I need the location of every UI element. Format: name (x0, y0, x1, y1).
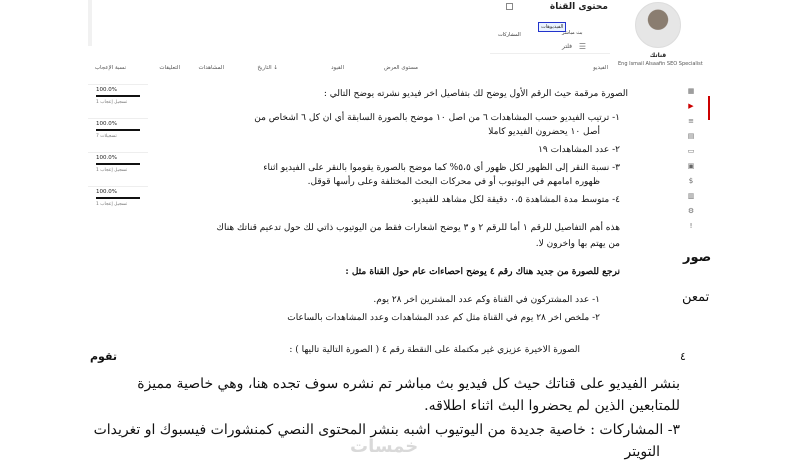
playlists-icon[interactable]: ≡ (688, 117, 694, 125)
tab-live[interactable]: بث مباشر (562, 30, 583, 36)
col-comments[interactable]: التعليقات (159, 65, 180, 71)
like-count: 1 تسجيل إعجاب (96, 100, 128, 105)
list-item: ٣- المشاركات : خاصية جديدة من اليوتيوب اشبه بنشر المحتوى النصي كمنشورات فيسبوك او تغريدات (93, 422, 680, 438)
like-bar (96, 197, 140, 199)
list-item: ٤- متوسط مدة المشاهدة ٠،٥ دقيقة لكل مشاهد للفيديو. (410, 195, 620, 205)
list-item: ١- عدد المشتركون في القناة وكم عدد المشترين اخر ٢٨ يوم. (373, 295, 600, 305)
select-all-checkbox[interactable] (506, 3, 513, 10)
dashboard-icon[interactable]: ▦ (687, 87, 695, 95)
settings-icon[interactable]: ⚙ (687, 207, 695, 215)
like-bar (96, 129, 140, 131)
cropped-text: تمعن (682, 290, 710, 305)
divider (88, 0, 92, 46)
subtitles-icon[interactable]: ▣ (687, 162, 695, 170)
list-item: التويتر (624, 444, 660, 460)
paragraph: بنشر الفيديو على قناتك حيث كل فيديو بث مباشر تم نشره سوف تجده هنا، وهي خاصية مميزة (137, 376, 680, 392)
col-video[interactable]: الفيديو (593, 65, 608, 71)
list-item: ظهوره امامهم في اليوتيوب أو في محركات البحث المختلفة وعلى رأسها قوقل. (307, 177, 600, 187)
like-ratio: 100.0% (96, 155, 117, 161)
cropped-text: تقوم (90, 350, 118, 363)
like-count: 1 تسجيل إعجاب (96, 202, 128, 207)
like-ratio: 100.0% (96, 121, 117, 127)
customization-icon[interactable]: ▥ (687, 192, 695, 200)
studio-sidebar (680, 84, 702, 234)
list-item: ٣- نسبة النقر إلى الظهور لكل ظهور أي ٥،٥% كما موضح بالصورة يقوموا بالنقر على الفيديو اثناء (263, 163, 620, 173)
paragraph: الصورة الاخيرة عزيزي غير مكتملة على النقطة رقم ٤ ( الصورة التالية تاليها ) : (289, 345, 580, 355)
intro-paragraph: الصورة مرقمة حيث الرقم الأول يوضح لك بتفاصيل اخر فيديو نشرته يوضح التالي : (323, 89, 628, 99)
feedback-icon[interactable]: ! (689, 222, 693, 230)
list-item: أصل ١٠ يحضرون الفيديو كاملا (488, 127, 600, 137)
col-date[interactable]: التاريخ ↓ (257, 65, 278, 71)
like-bar (96, 163, 140, 165)
channel-name: قناتك (649, 52, 667, 59)
table-row (88, 186, 148, 220)
active-indicator (708, 96, 710, 120)
paragraph: هذه أهم التفاصيل للرقم ١ أما للرقم ٢ و ٣ يوضح اشعارات فقط من اليوتيوب ذاتي لك حول تدعيم قناتك هناك (216, 223, 620, 233)
like-ratio: 100.0% (96, 87, 117, 93)
filter-icon[interactable]: ☰ (578, 42, 586, 51)
cropped-text: صور (683, 250, 712, 265)
paragraph: للمتابعين الذين لم يحضروا البث اثناء اطلاقه. (424, 398, 680, 414)
article-excerpt (150, 86, 630, 372)
channel-subtitle: Eng Ismail Alsaafin SEO Specialist (618, 61, 703, 67)
col-views[interactable]: المشاهدات (198, 65, 224, 71)
table-header (88, 62, 608, 76)
list-item: ٢- ملخص اخر ٢٨ يوم في القناة مثل كم عدد المشاهدات وعدد المشاهدات بالساعات (287, 313, 600, 323)
like-count: 7 تسجيلات (96, 134, 117, 139)
list-item: ١- ترتيب الفيديو حسب المشاهدات ٦ من اصل ١٠ موضح بالصورة السابقة أي ان كل ٦ اشخاص من (254, 113, 620, 123)
col-likes[interactable]: نسبة الإعجاب (94, 65, 126, 71)
paragraph: من يهتم بها واخرون لا. (535, 239, 620, 249)
tab-posts[interactable]: المشاركات (498, 32, 521, 38)
list-item: ٢- عدد المشاهدات ١٩ (538, 145, 620, 155)
comments-icon[interactable]: ▭ (687, 147, 695, 155)
col-restrictions[interactable]: القيود (331, 65, 344, 71)
cropped-text: ٤ (680, 350, 686, 363)
analytics-icon[interactable]: ▤ (687, 132, 695, 140)
tab-videos[interactable]: الفيديوهات (538, 22, 566, 32)
section-heading: نرجع للصورة من جديد هناك رقم ٤ يوضح احصاءات عام حول القناة مثل : (345, 267, 620, 277)
table-row (88, 152, 148, 186)
col-visibility[interactable]: مستوى العرض (384, 65, 418, 71)
channel-card (618, 2, 703, 72)
filter-label: فلتر (562, 43, 572, 50)
like-ratio: 100.0% (96, 189, 117, 195)
table-row (88, 118, 148, 152)
avatar[interactable] (635, 2, 681, 48)
thumb-title: محتوى القناة (549, 2, 608, 12)
like-bar (96, 95, 140, 97)
filter-bar[interactable] (490, 40, 610, 54)
like-count: 1 تسجيل إعجاب (96, 168, 128, 173)
monetization-icon[interactable]: $ (688, 177, 694, 185)
table-row (88, 84, 148, 118)
content-icon[interactable]: ▶ (688, 102, 694, 110)
watermark: خمسات (350, 436, 419, 457)
likes-column (88, 84, 148, 220)
